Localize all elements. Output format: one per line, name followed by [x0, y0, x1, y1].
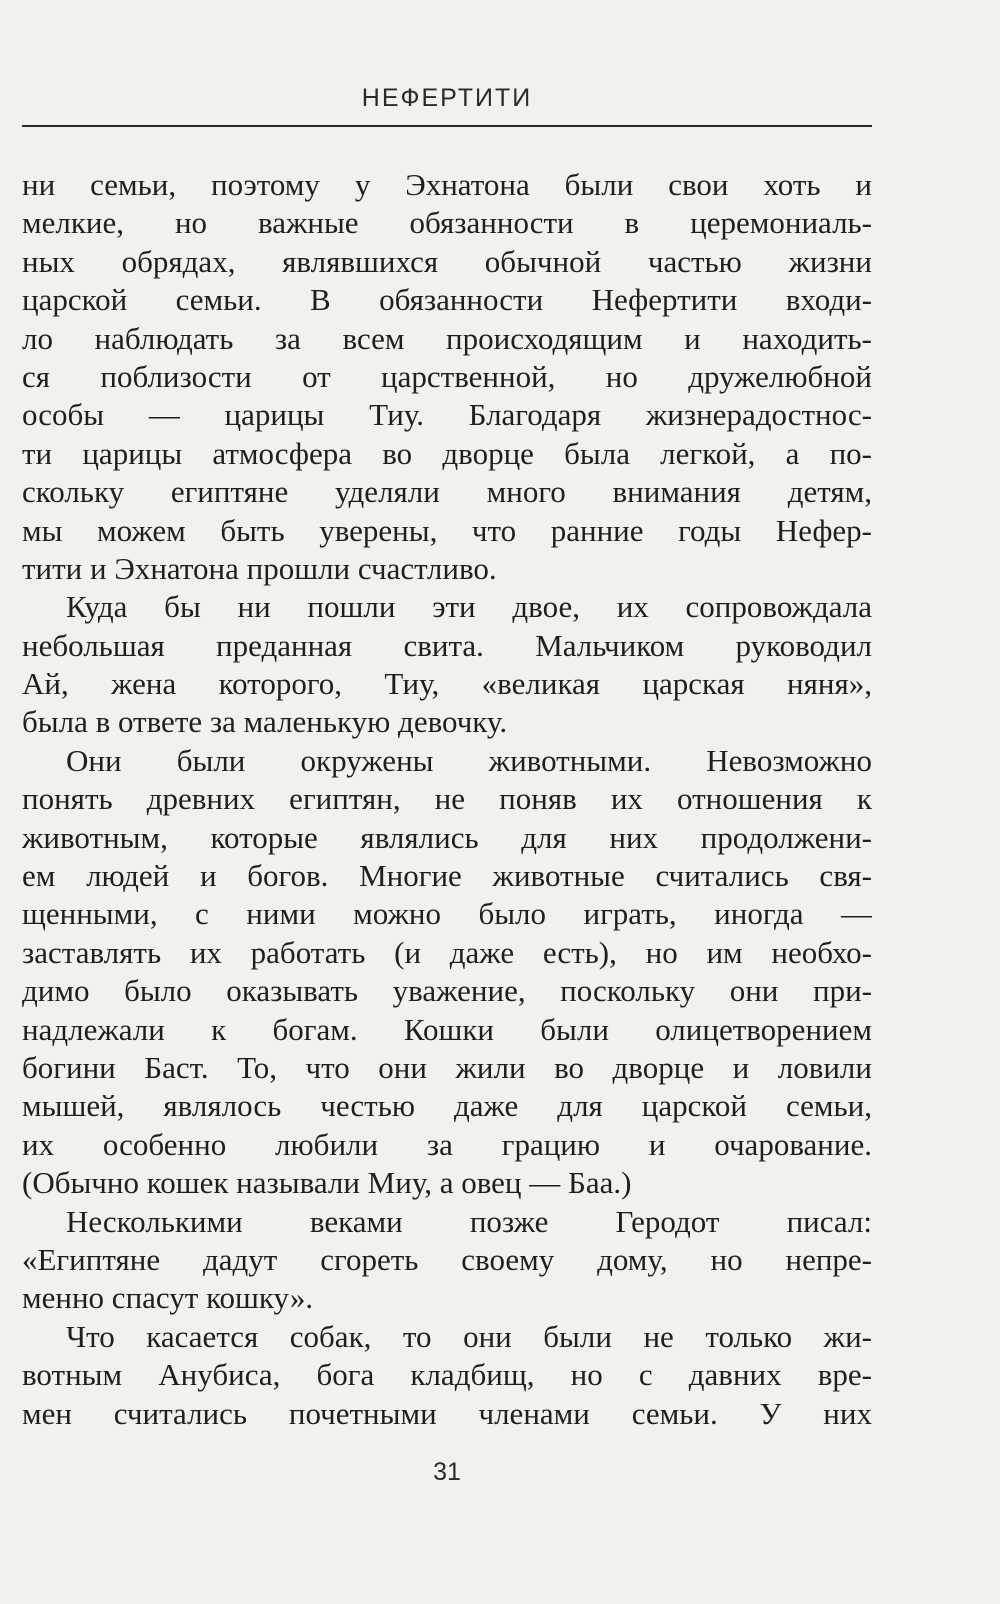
paragraph: [22, 166, 872, 588]
text-line: богини Баст. То, что они жили во дворце и ловили: [22, 1049, 872, 1085]
text-line: ных обрядах, являвшихся обычной частью жизни: [22, 243, 872, 279]
text-line: мелкие, но важные обязанности в церемониаль-: [22, 205, 872, 241]
text-line: небольшая преданная свита. Мальчиком руководил: [22, 627, 872, 663]
text-line: щенными, с ними можно было играть, иногда —: [22, 896, 872, 932]
paragraph: [22, 588, 872, 742]
text-line: менно спасут кошку».: [22, 1280, 314, 1316]
text-line: Они были окружены животными. Невозможно: [66, 742, 872, 778]
text-line: ем людей и богов. Многие животные считались свя-: [22, 858, 872, 894]
page-number: 31: [433, 1458, 461, 1486]
text-line: их особенно любили за грацию и очарование.: [22, 1126, 872, 1162]
text-line: царской семьи. В обязанности Нефертити входи-: [22, 282, 872, 318]
paragraph: [22, 742, 872, 1203]
text-line: понять древних египтян, не поняв их отношения к: [22, 781, 872, 817]
text-line: надлежали к богам. Кошки были олицетворением: [22, 1011, 872, 1047]
text-line: животным, которые являлись для них продолжени-: [22, 819, 872, 855]
text-line: ло наблюдать за всем происходящим и находить-: [22, 320, 872, 356]
text-line: особы — царицы Тиу. Благодаря жизнерадостнос-: [22, 397, 872, 433]
text-line: скольку египтяне уделяли много внимания детям,: [22, 474, 872, 510]
header-rule: [22, 125, 872, 127]
text-line: мышей, являлось честью даже для царской семьи,: [22, 1088, 872, 1124]
page: [22, 0, 872, 1604]
body-text: [22, 166, 872, 1433]
text-line: ни семьи, поэтому у Эхнатона были свои хоть и: [22, 167, 872, 202]
text-line: (Обычно кошек называли Миу, а овец — Баа.): [22, 1165, 632, 1201]
text-line: ся поблизости от царственной, но дружелюбной: [22, 358, 872, 394]
text-line: ти царицы атмосфера во дворце была легкой, а по-: [22, 435, 872, 471]
text-line: мы можем быть уверены, что ранние годы Нефер-: [22, 512, 872, 548]
text-line: «Египтяне дадут сгореть своему дому, но непре-: [22, 1241, 872, 1277]
text-line: Ай, жена которого, Тиу, «великая царская няня»,: [22, 666, 872, 702]
text-line: тити и Эхнатона прошли счастливо.: [22, 550, 497, 586]
text-line: вотным Анубиса, бога кладбищ, но с давних вре-: [22, 1357, 872, 1393]
text-line: заставлять их работать (и даже есть), но им необхо-: [22, 934, 872, 970]
text-line: была в ответе за маленькую девочку.: [22, 704, 508, 740]
paragraph: [22, 1318, 872, 1433]
text-line: Что касается собак, то они были не только жи-: [66, 1318, 872, 1354]
text-line: димо было оказывать уважение, поскольку они при-: [22, 973, 872, 1009]
paragraph: [22, 1203, 872, 1318]
text-line: мен считались почетными членами семьи. У них: [22, 1395, 872, 1431]
running-head: НЕФЕРТИТИ: [361, 84, 533, 112]
text-line: Куда бы ни пошли эти двое, их сопровождала: [66, 589, 872, 625]
text-line: Несколькими веками позже Геродот писал:: [66, 1203, 872, 1239]
